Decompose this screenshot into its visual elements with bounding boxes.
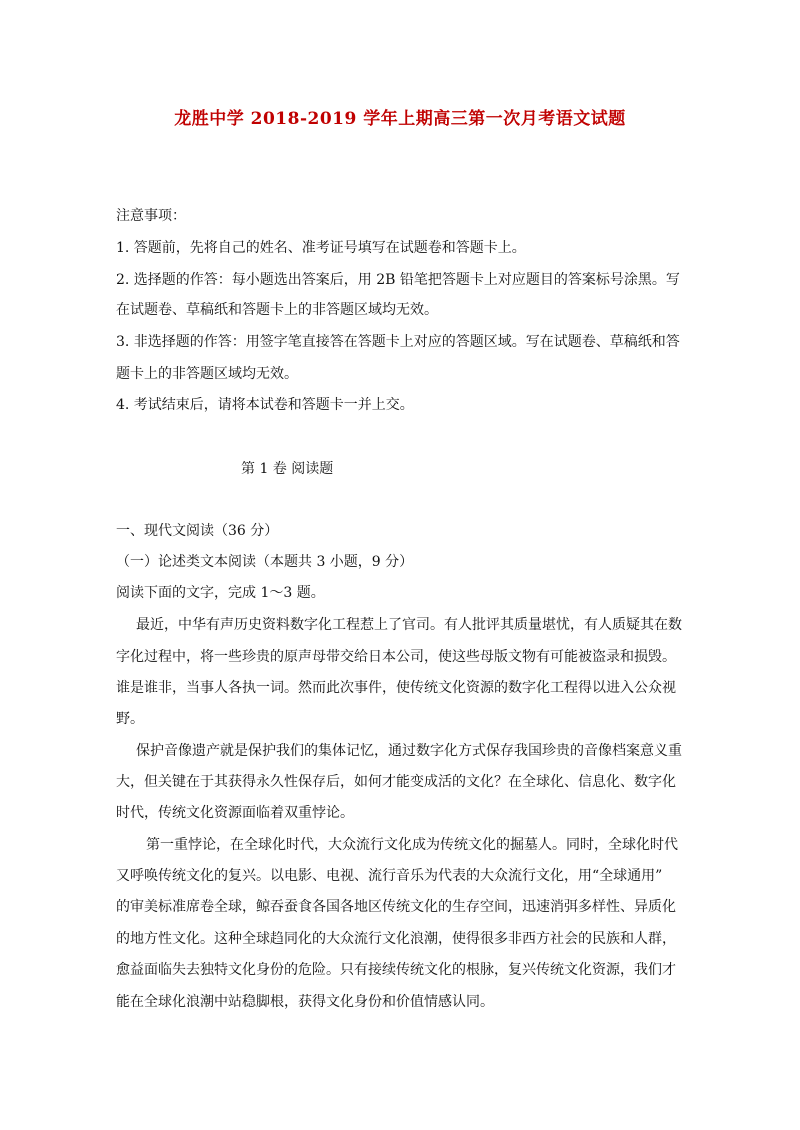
notice-item: 在试题卷、草稿纸和答题卡上的非答题区域均无效。	[116, 302, 438, 318]
passage-line: 的地方性文化。这种全球趋同化的大众流行文化浪潮，使得很多非西方社会的民族和人群，	[116, 931, 676, 947]
passage-line: 的审美标准席卷全球，鲸吞蚕食各国各地区传统文化的生存空间，迅速消弭多样性、异质化	[116, 899, 676, 915]
part-heading: 一、现代文阅读（36 分）	[116, 523, 279, 539]
volume-title: 第 1 卷 阅读题	[241, 461, 334, 477]
passage-line: 字化过程中，将一些珍贵的原声母带交给日本公司，使这些母版文物有可能被盗录和损毁。	[116, 649, 676, 665]
passage-line: 能在全球化浪潮中站稳脚根，获得文化身份和价值情感认同。	[116, 994, 494, 1010]
passage-line: 谁是谁非，当事人各执一词。然而此次事件，使传统文化资源的数字化工程得以进入公众视	[116, 680, 676, 696]
notice-item: 3. 非选择题的作答：用签字笔直接答在答题卡上对应的答题区域。写在试题卷、草稿纸和答	[116, 334, 680, 350]
notice-item: 2. 选择题的作答：每小题选出答案后，用 2B 铅笔把答题卡上对应题目的答案标号涂黑。写	[116, 272, 680, 288]
notice-item: 题卡上的非答题区域均无效。	[116, 366, 298, 382]
notice-item: 1. 答题前，先将自己的姓名、准考证号填写在试题卷和答题卡上。	[116, 240, 526, 256]
passage-line: 野。	[116, 711, 144, 727]
notice-heading: 注意事项：	[116, 208, 186, 224]
passage-line: 第一重悖论，在全球化时代，大众流行文化成为传统文化的掘墓人。同时，全球化时代	[146, 837, 678, 853]
document-title: 龙胜中学 2018-2019 学年上期高三第一次月考语文试题	[174, 109, 626, 129]
passage-line: 最近，中华有声历史资料数字化工程惹上了官司。有人批评其质量堪忧，有人质疑其在数	[136, 617, 682, 633]
passage-line: 大，但关键在于其获得永久性保存后，如何才能变成活的文化？在全球化、信息化、数字化	[116, 774, 676, 790]
passage-line: 保护音像遗产就是保护我们的集体记忆，通过数字化方式保存我国珍贵的音像档案意义重	[136, 743, 682, 759]
passage-line: 时代，传统文化资源面临着双重悖论。	[116, 805, 354, 821]
passage-line: 又呼唤传统文化的复兴。以电影、电视、流行音乐为代表的大众流行文化，用“全球通用”	[116, 868, 663, 884]
passage-line: 愈益面临失去独特文化身份的危险。只有接续传统文化的根脉，复兴传统文化资源，我们才	[116, 962, 676, 978]
sub-heading: （一）论述类文本阅读（本题共 3 小题，9 分）	[116, 554, 414, 570]
notice-item: 4. 考试结束后，请将本试卷和答题卡一并上交。	[116, 397, 414, 413]
reading-instruction: 阅读下面的文字，完成 1～3 题。	[116, 585, 325, 601]
